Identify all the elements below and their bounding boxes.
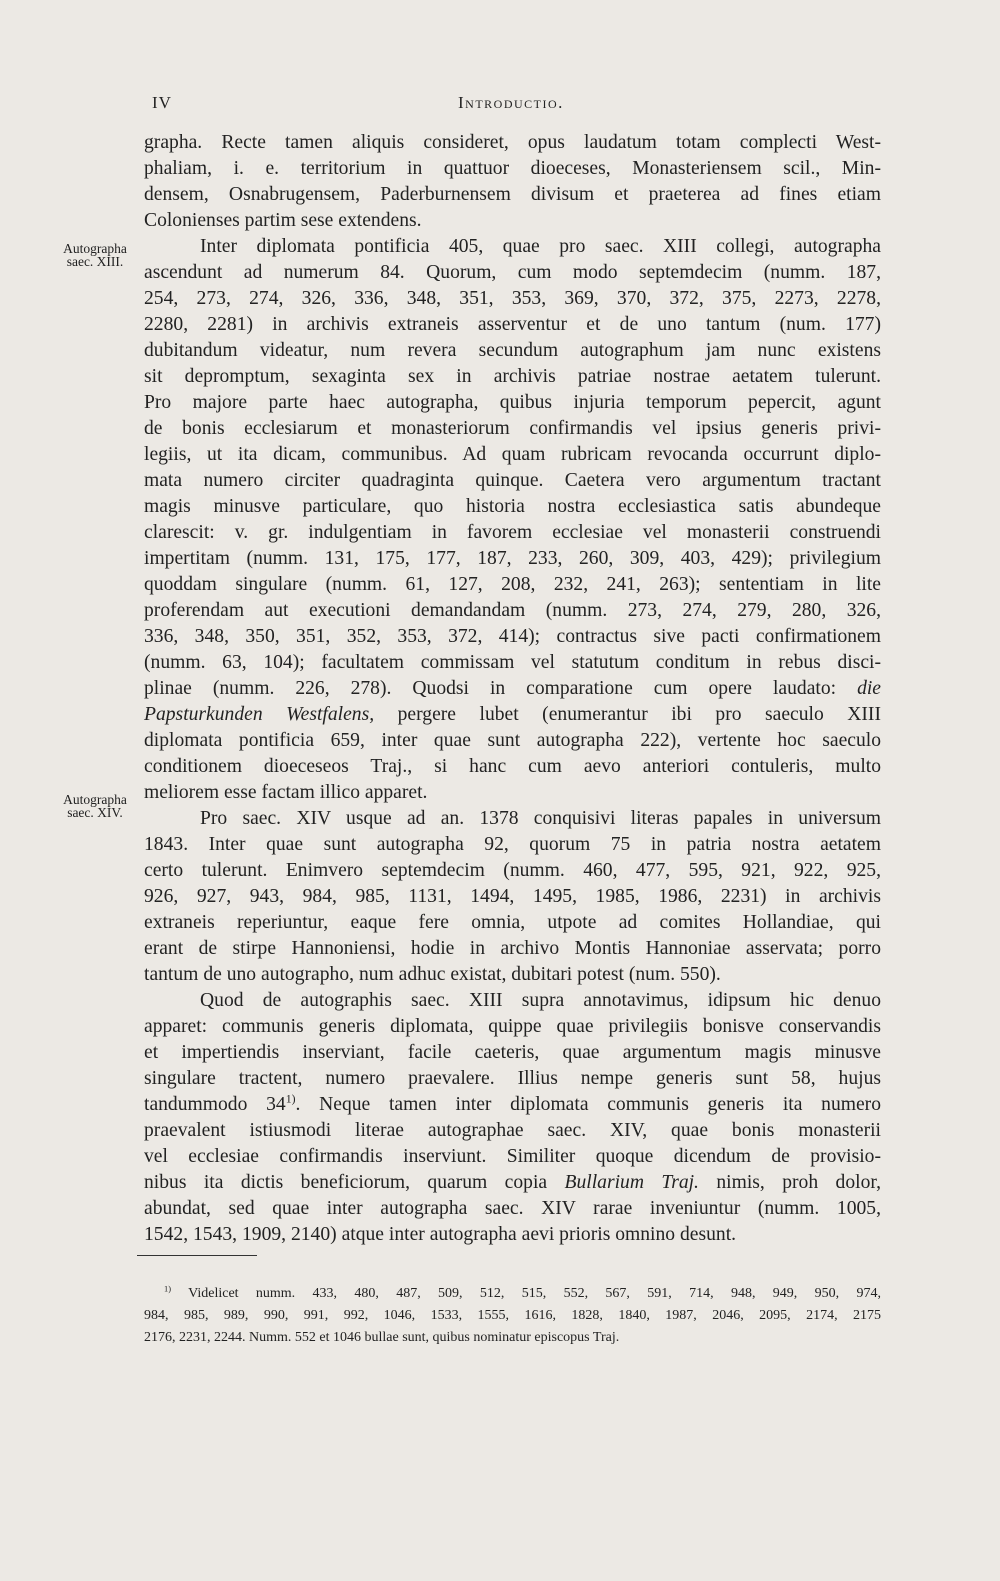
text-line: sit depromptum, sexaginta sex in archivis patriae nostrae aetatem tulerunt. bbox=[144, 366, 881, 387]
text-line: extraneis reperiuntur, eaque fere omnia, utpote ad comites Hollandiae, qui bbox=[144, 912, 881, 933]
text-line: praevalent istiusmodi literae autographae saec. XIV, quae bonis monasterii bbox=[144, 1120, 881, 1141]
footnote-divider bbox=[137, 1255, 257, 1256]
footnote-marker: 1) bbox=[164, 1284, 171, 1294]
text-line: (numm. 63, 104); facultatem commissam vel statutum conditum in rebus disci- bbox=[144, 652, 881, 673]
text-line: magis minusve particulare, quo historia nostra ecclesiastica satis abundeque bbox=[144, 496, 881, 517]
footnote-line: 2176, 2231, 2244. Numm. 552 et 1046 bullae sunt, quibus nominatur episcopus Traj. bbox=[144, 1330, 620, 1345]
text-line: conditionem dioeceseos Traj., si hanc cum aevo anteriori contuleris, multo bbox=[144, 756, 881, 777]
text-line: densem, Osnabrugensem, Paderburnensem divisum et praeterea ad fines etiam bbox=[144, 184, 881, 205]
sidenote-line: saec. XIII. bbox=[66, 254, 124, 269]
text-segment: Videlicet numm. 433, 480, 487, 509, 512, 515, 552, 567, 591, 714, 948, 949, 950, 974, bbox=[188, 1286, 881, 1301]
sidenote-line: Autographa bbox=[63, 792, 127, 807]
text-line: impertitam (numm. 131, 175, 177, 187, 233, 260, 309, 403, 429); privilegium bbox=[144, 548, 881, 569]
text-segment: . Neque tamen inter diplomata communis generis ita numero bbox=[295, 1094, 882, 1115]
text-line: tantum de uno autographo, num adhuc existat, dubitari potest (num. 550). bbox=[144, 964, 721, 985]
text-line: 254, 273, 274, 326, 336, 348, 351, 353, 369, 370, 372, 375, 2273, 2278, bbox=[144, 288, 881, 309]
text-segment: nibus ita dictis beneficiorum, quarum copia bbox=[144, 1172, 548, 1193]
text-segment: nimis, proh dolor, bbox=[716, 1172, 882, 1193]
text-line: legiis, ut ita dicam, communibus. Ad quam rubricam revocanda occurrunt diplo- bbox=[144, 444, 881, 465]
text-segment: plinae (numm. 226, 278). Quodsi in comparatione cum opere laudato: bbox=[144, 678, 837, 699]
text-line: dubitandum videatur, num revera secundum autographum jam nunc existens bbox=[144, 340, 881, 361]
text-line: erant de stirpe Hannoniensi, hodie in archivo Montis Hannoniae asservata; porro bbox=[144, 938, 881, 959]
italic-title: Papsturkunden Westfalens, bbox=[144, 704, 375, 725]
text-line: 336, 348, 350, 351, 352, 353, 372, 414); contractus sive pacti confirmationem bbox=[144, 626, 881, 647]
text-line: 926, 927, 943, 984, 985, 1131, 1494, 1495, 1985, 1986, 2231) in archivis bbox=[144, 886, 881, 907]
footnote-line: 984, 985, 989, 990, 991, 992, 1046, 1533, 1555, 1616, 1828, 1840, 1987, 2046, 2095, 2174, 2175 bbox=[144, 1308, 881, 1323]
text-line: certo tulerunt. Enimvero septemdecim (numm. 460, 477, 595, 921, 922, 925, bbox=[144, 860, 881, 881]
text-line: Pro majore parte haec autographa, quibus injuria temporum pepercit, agunt bbox=[144, 392, 881, 413]
text-line: quoddam singulare (numm. 61, 127, 208, 232, 241, 263); sententiam in lite bbox=[144, 574, 881, 595]
footnote bbox=[144, 1283, 881, 1349]
text-line: Quod de autographis saec. XIII supra annotavimus, idipsum hic denuo bbox=[200, 990, 881, 1011]
text-line: Inter diplomata pontificia 405, quae pro saec. XIII collegi, autographa bbox=[200, 236, 881, 257]
text-line: vel ecclesiae confirmandis inserviunt. Similiter quoque dicendum de provisio- bbox=[144, 1146, 881, 1167]
text-line bbox=[144, 702, 881, 728]
text-line bbox=[144, 1170, 881, 1196]
text-line: 1542, 1543, 1909, 2140) atque inter autographa aevi prioris omnino desunt. bbox=[144, 1224, 737, 1245]
text-line: 1843. Inter quae sunt autographa 92, quorum 75 in patria nostra aetatem bbox=[144, 834, 881, 855]
text-line: phaliam, i. e. territorium in quattuor dioeceses, Monasteriensem scil., Min- bbox=[144, 158, 881, 179]
text-line: mata numero circiter quadraginta quinque. Caetera vero argumentum tractant bbox=[144, 470, 881, 491]
text-segment: tandummodo 34 bbox=[144, 1094, 286, 1115]
text-line: Pro saec. XIV usque ad an. 1378 conquisivi literas papales in universum bbox=[200, 808, 881, 829]
text-line: clarescit: v. gr. indulgentiam in favorem ecclesiae vel monasterii construendi bbox=[144, 522, 881, 543]
italic-title: Bullarium Traj. bbox=[564, 1172, 699, 1193]
text-line: de bonis ecclesiarum et monasteriorum confirmandis vel ipsius generis privi- bbox=[144, 418, 881, 439]
text-line: Colonienses partim sese extendens. bbox=[144, 210, 422, 231]
sidenote-autographa-xiv bbox=[48, 793, 142, 819]
italic-title: die bbox=[857, 678, 881, 699]
body-text bbox=[144, 130, 881, 1248]
text-line bbox=[144, 676, 881, 702]
text-line: abundat, sed quae inter autographa saec. XIV rarae inveniuntur (numm. 1005, bbox=[144, 1198, 881, 1219]
footnote-marker: 1) bbox=[285, 1092, 296, 1106]
text-line: et impertiendis inserviant, facile caeteris, quae argumentum magis minusve bbox=[144, 1042, 881, 1063]
text-segment: pergere lubet (enumerantur ibi pro saeculo XIII bbox=[397, 704, 881, 725]
page-number: IV bbox=[152, 93, 172, 112]
text-line: apparet: communis generis diplomata, quippe quae privilegiis bonisve conservandis bbox=[144, 1016, 881, 1037]
sidenote-line: saec. XIV. bbox=[67, 805, 123, 820]
sidenote-autographa-xiii bbox=[48, 242, 142, 268]
footnote-line bbox=[144, 1283, 881, 1305]
text-line: grapha. Recte tamen aliquis consideret, opus laudatum totam complecti West- bbox=[144, 132, 881, 153]
text-line bbox=[144, 1092, 881, 1118]
text-line: singulare tractent, numero praevalere. Illius nempe generis sunt 58, hujus bbox=[144, 1068, 881, 1089]
text-line: diplomata pontificia 659, inter quae sunt autographa 222), vertente hoc saeculo bbox=[144, 730, 881, 751]
running-header: Introductio. bbox=[458, 93, 564, 112]
text-line: 2280, 2281) in archivis extraneis asserventur et de uno tantum (num. 177) bbox=[144, 314, 881, 335]
text-line: ascendunt ad numerum 84. Quorum, cum modo septemdecim (numm. 187, bbox=[144, 262, 881, 283]
sidenote-line: Autographa bbox=[63, 241, 127, 256]
text-line: meliorem esse factam illico apparet. bbox=[144, 782, 428, 803]
text-line: proferendam aut executioni demandandam (numm. 273, 274, 279, 280, 326, bbox=[144, 600, 881, 621]
